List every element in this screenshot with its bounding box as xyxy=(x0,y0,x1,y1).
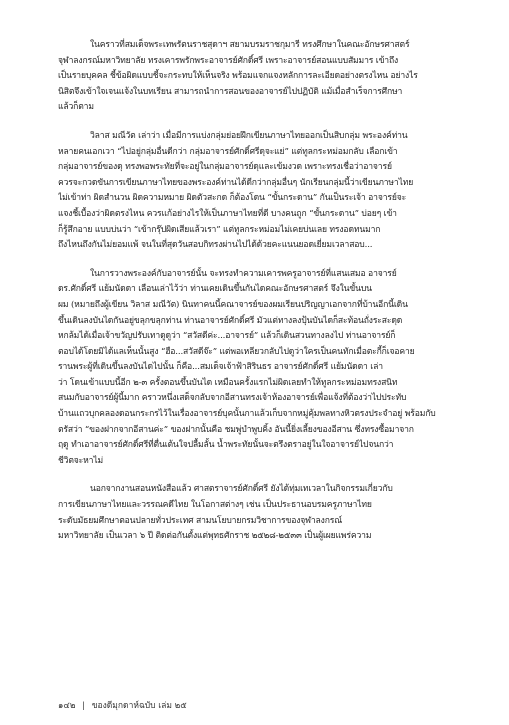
book-title: ของดีมุกดาห์ฉบับ เล่ม ๒๕ xyxy=(91,701,187,711)
page-footer xyxy=(58,698,456,712)
text-line: สนมกับอาจารย์ผู้นี้มาก คราวหนึ่งเสด็จกลับจากอีสานทรงเจ้าห้องอาจารย์เพื่อแจ้งที่ต้องว่าไปประทับ xyxy=(58,393,407,404)
page-number: ๑๔๒ xyxy=(58,701,76,711)
text-line: ก็รู้สึกอาย แบบบ่นว่า “เข้ากรุ๊ปผิดเสียแล้วเรา” แต่ทูลกระหม่อมไม่เคยบ่นเลย ทรงอดทนมาก xyxy=(58,224,381,235)
page-body xyxy=(58,38,456,558)
text-line: ในการวางพระองค์กับอาจารย์นั้น จะทรงทำความเคารพครูอาจารย์ที่แสนเสมอ อาจารย์ xyxy=(90,268,397,279)
text-line: ถึงไหนถึงกันไม่ยอมแพ้ จนในที่สุดวันสอบกิทรงผ่านไปได้ด้วยคะแนนยอดเยี่ยมเวลาสอบ... xyxy=(58,240,373,251)
text-line: ตรัสว่า “ของฝากจากอีสานค่ะ” ของฝากนั้นคือ ชมพู่บำพูบคิ้ง อันนี้ยิ่งเลี้ยงของอีสาน ซึ่งทรงซื้อมาจาก xyxy=(58,424,414,435)
text-line: จุฬาลงกรณ์มหาวิทยาลัย ทรงเคารพรักพระอาจารย์ศักดิ์ศรี เพราะอาจารย์สอนแบบสัมมาร เข้าถึง xyxy=(58,55,399,66)
text-line: นิสิตจึงเข้าใจเจนแจ้งในบทเรียน สามารถนำการสอนของอาจารย์ไปปฏิบัติ แม้เมื่อสำเร็จการศึกษา xyxy=(58,86,403,97)
text-line: ในคราวที่สมเด็จพระเทพรัตนราชสุดาฯ สยามบรมราชกุมารี ทรงศึกษาในคณะอักษรศาสตร์ xyxy=(90,40,410,50)
paragraph-3 xyxy=(58,267,456,470)
text-line: ผม (หมายถึงผู้เขียน วิลาส มณีวัต) นินทาคนนี้คณาจารย์ของผมเรียนปริญญาเอกจากที่บ้านอีกนี้เดิน xyxy=(58,299,408,310)
text-line: ว่า โดนเข้าแบบนี้อีก ๒-๓ ครั้งตอนขึ้นบันได เหมือนครั้งแรกไม่ผิดเลยทำให้ทูลกระหม่อมทรงสนิท xyxy=(58,377,398,388)
text-line: กลุ่มอาจารย์ของดุ ทรงพอพระทัยที่จะอยู่ในกลุ่มอาจารย์ดุและเข้มงวด เพราะทรงเชื่อว่าอาจารย์ xyxy=(58,162,392,173)
paragraph-4 xyxy=(58,482,456,544)
footer-separator: | xyxy=(82,701,86,711)
text-line: ตอบได้โดยมิได้แลเห็นนั้นสูง “ฮือ...สวัสดีจ๊ะ” แต่พอเหลียวกลับไปดูว่าใครเป็นคนทักเมื่อตะกี้ก็เจอคาย xyxy=(58,346,415,357)
text-line: เป็นรายบุคคล ชี้ข้อผิดแบบชี้จะกระทบให้เห็นจริง พร้อมแจกแจงหลักการละเอียดอย่างตรงไหน อย่างไร xyxy=(58,71,418,82)
text-line: บ้านแถวบุกคลองดอนกระกรไว้ในเรื่องอาจารย์บุคนั้นกาแล้วเก็บจากหมู่คุ้มพลทางหิวตรงประจำอยู่ พร้อมกับ xyxy=(58,409,436,420)
text-line: มหาวิทยาลัย เป็นเวลา ๖ ปี ติดต่อกันตั้งแต่พุทธศักราช ๒๕๒๘-๒๕๓๓ เป็นผู้เผยแพร่ความ xyxy=(58,531,372,542)
text-line: หกล้มได้เมื่อเจ้าขวัญปรับเทาดูดูว่า “สวัสดีค่ะ...อาจารย์” แล้วก็เดินสวนทางลงไป ท่านอาจารย์ก็ xyxy=(58,331,396,342)
text-line: การเขียนภาษาไทยและวรรณคดีไทย ในโอกาสต่างๆ เช่น เป็นประธานอบรมครูภาษาไทย xyxy=(58,500,372,511)
text-line: ชีวิตจะหาไม่ xyxy=(58,455,104,466)
text-line: ฤดู ทำเอาอาจารย์ศักดิ์ศรีที่ตื่นเต้นใจปลื้มลั้น น้ำพระทัยนั้นจะตรึงตราอยู่ในใจอาจารย์ไปจนกว่า xyxy=(58,440,394,451)
text-line: แล้วก็ตาม xyxy=(58,102,94,113)
text-line: นอกจากงานสอนหนังสือแล้ว ศาสตราจารย์ศักดิ์ศรี ยังได้ทุ่มเทเวลาในกิจกรรมเกี่ยวกับ xyxy=(90,484,393,495)
text-line: วิลาส มณีวัต เล่าว่า เมื่อมีการแบ่งกลุ่มย่อยฝึกเขียนภาษาไทยออกเป็นสิบกลุ่ม พระองค์ท่าน xyxy=(90,130,408,141)
text-line: ดร.ศักดิ์ศรี แย้มนัดดา เลือนเล่าไว้ว่า ท่านเคยเดินขึ้นกันไดคณะอักษรศาสตร์ จึงในขั้นบน xyxy=(58,284,372,295)
text-line: ขึ้นเดินลงบันไดกันอยู่ขลุกขลุกท่าน ท่านอาจารย์ศักดิ์ศรี มัวแต่ทางลงปุ้นบันไดก็สะท้อนถั่งระสะดุด xyxy=(58,315,403,326)
text-line: ระดับมัธยมศึกษาตอนปลายทั่วประเทศ สามนโยบายกรมวิชาการของจุฬาลงกรณ์ xyxy=(58,515,343,526)
text-line: ไม่เข้าท่า ผิดสำนวน ผิดความหมาย ผิดตัวสะกด ก็ต้องโดน “ขั้นกระดาน” กันเป็นระเจ้า อาจารย์จะ xyxy=(58,193,407,204)
text-line: ควรจะกวดขันการเขียนภาษาไทยของพระองค์ท่านได้ดีกว่ากลุ่มอื่นๆ นักเรียนกลุ่มนี้ว่าเขียนภาษาไทย xyxy=(58,177,414,188)
text-line: รานพระผู้ที่เดินขึ้นลงบันไดไปนั้น ก็คือ...สมเด็จเจ้าฟ้าสิรินธร อาจารย์ศักดิ์ศรี แย้มนัดดา เล่า xyxy=(58,362,383,373)
paragraph-2 xyxy=(58,129,456,254)
text-line: แจงชี้เบื้องว่าผิดตรงไหน ควรแก้อย่างไรให้เป็นภาษาไทยที่ดี บางคนถูก “ขั้นกระดาน” บ่อยๆ เข้า xyxy=(58,208,397,219)
paragraph-1 xyxy=(58,38,456,116)
text-line: หลายคนเอกเวา “ไปอยู่กลุ่มอื่นดีกว่า กลุ่มอาจารย์ศักดิ์ศรีดุจะแย่” แต่ทูลกระหม่อมกลับ เลือกเข้า xyxy=(58,146,398,157)
